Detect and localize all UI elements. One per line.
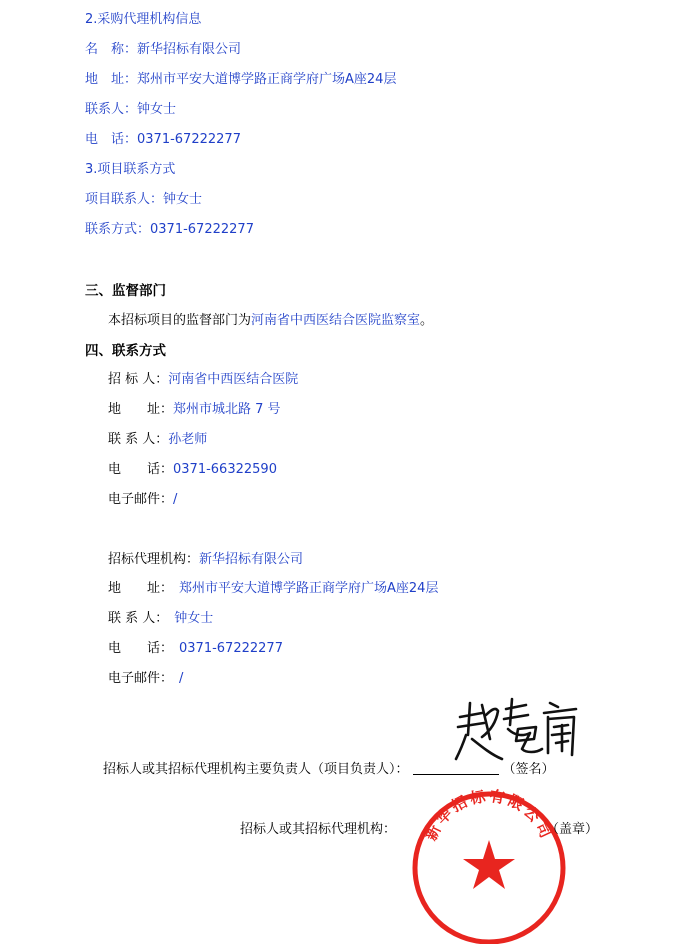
org-stamp-row [240,821,598,839]
agency2-phone-value: 0371-67222277 [179,641,283,656]
agency-org-label: 招标代理机构： [108,552,200,567]
supervision-dept: 河南省中西医结合医院监察室 [251,313,421,328]
agency-org-value: 新华招标有限公司 [199,552,304,567]
stamp-suffix: （盖章） [546,822,599,837]
agency2-email-value: / [179,671,184,686]
supervision-text-prefix: 本招标项目的监督部门为 [108,313,252,328]
agency-phone-value: 0371-67222277 [137,132,241,147]
org-stamp-label: 招标人或其招标代理机构： [240,822,397,837]
agency2-phone-label: 电 话： [108,641,174,656]
agency-name-label: 名 称： [85,42,138,57]
agency-org-row [108,551,303,569]
tenderer-org-row [108,371,298,389]
tenderer-email-value: / [173,492,178,507]
agency-contact-value: 钟女士 [137,102,177,117]
agency-address-row [85,71,396,89]
responsible-label: 招标人或其招标代理机构主要负责人（项目负责人）： [103,762,409,777]
tenderer-phone-label: 电 话： [108,462,174,477]
tenderer-org-label: 招 标 人： [108,372,169,387]
tenderer-contact-row [108,431,207,449]
tenderer-email-label: 电子邮件： [108,492,174,507]
agency2-email-row [108,670,183,688]
supervision-heading: 三、监督部门 [85,283,166,299]
agency-address-label: 地 址： [85,72,138,87]
sign-suffix: （签名） [502,762,555,777]
tenderer-address-value: 郑州市城北路 7 号 [173,402,281,417]
company-seal [404,782,574,944]
contacts-heading: 四、联系方式 [85,343,166,359]
supervision-text [108,312,433,330]
project-contact-heading: 3.项目联系方式 [85,162,176,177]
agency2-contact-label: 联 系 人： [108,611,169,626]
agency-phone-row [85,131,241,149]
agency2-address-label: 地 址： [108,581,174,596]
agency-phone-label: 电 话： [85,132,138,147]
agency-name-row [85,41,241,59]
signature-line [413,762,499,775]
project-person-label: 项目联系人： [85,192,164,207]
tenderer-phone-value: 0371-66322590 [173,462,277,477]
responsible-sign-row [103,761,555,779]
svg-text:新华招标有限公司: 新华招标有限公司 [421,786,557,844]
tenderer-org-value: 河南省中西医结合医院 [168,372,299,387]
tenderer-phone-row [108,461,277,479]
agency-contact-row [85,101,176,119]
agency2-address-row [108,580,438,598]
handwritten-signature [452,695,582,765]
project-person-value: 钟女士 [163,192,203,207]
project-person-row [85,191,202,209]
agency2-phone-row [108,640,283,658]
tenderer-contact-label: 联 系 人： [108,432,169,447]
tenderer-address-label: 地 址： [108,402,174,417]
agency2-email-label: 电子邮件： [108,671,174,686]
agency2-contact-value: 钟女士 [174,611,214,626]
project-method-label: 联系方式： [85,222,151,237]
agency-name-value: 新华招标有限公司 [137,42,242,57]
agency-info-heading: 2.采购代理机构信息 [85,12,202,27]
agency-address-value: 郑州市平安大道博学路正商学府广场A座24层 [137,72,397,87]
agency2-address-value: 郑州市平安大道博学路正商学府广场A座24层 [179,581,439,596]
tenderer-address-row [108,401,281,419]
agency2-contact-row [108,610,213,628]
project-method-value: 0371-67222277 [150,222,254,237]
project-method-row [85,221,254,239]
agency-contact-label: 联系人： [85,102,138,117]
tenderer-contact-value: 孙老师 [168,432,208,447]
supervision-text-suffix: 。 [420,313,434,328]
tenderer-email-row [108,491,177,509]
